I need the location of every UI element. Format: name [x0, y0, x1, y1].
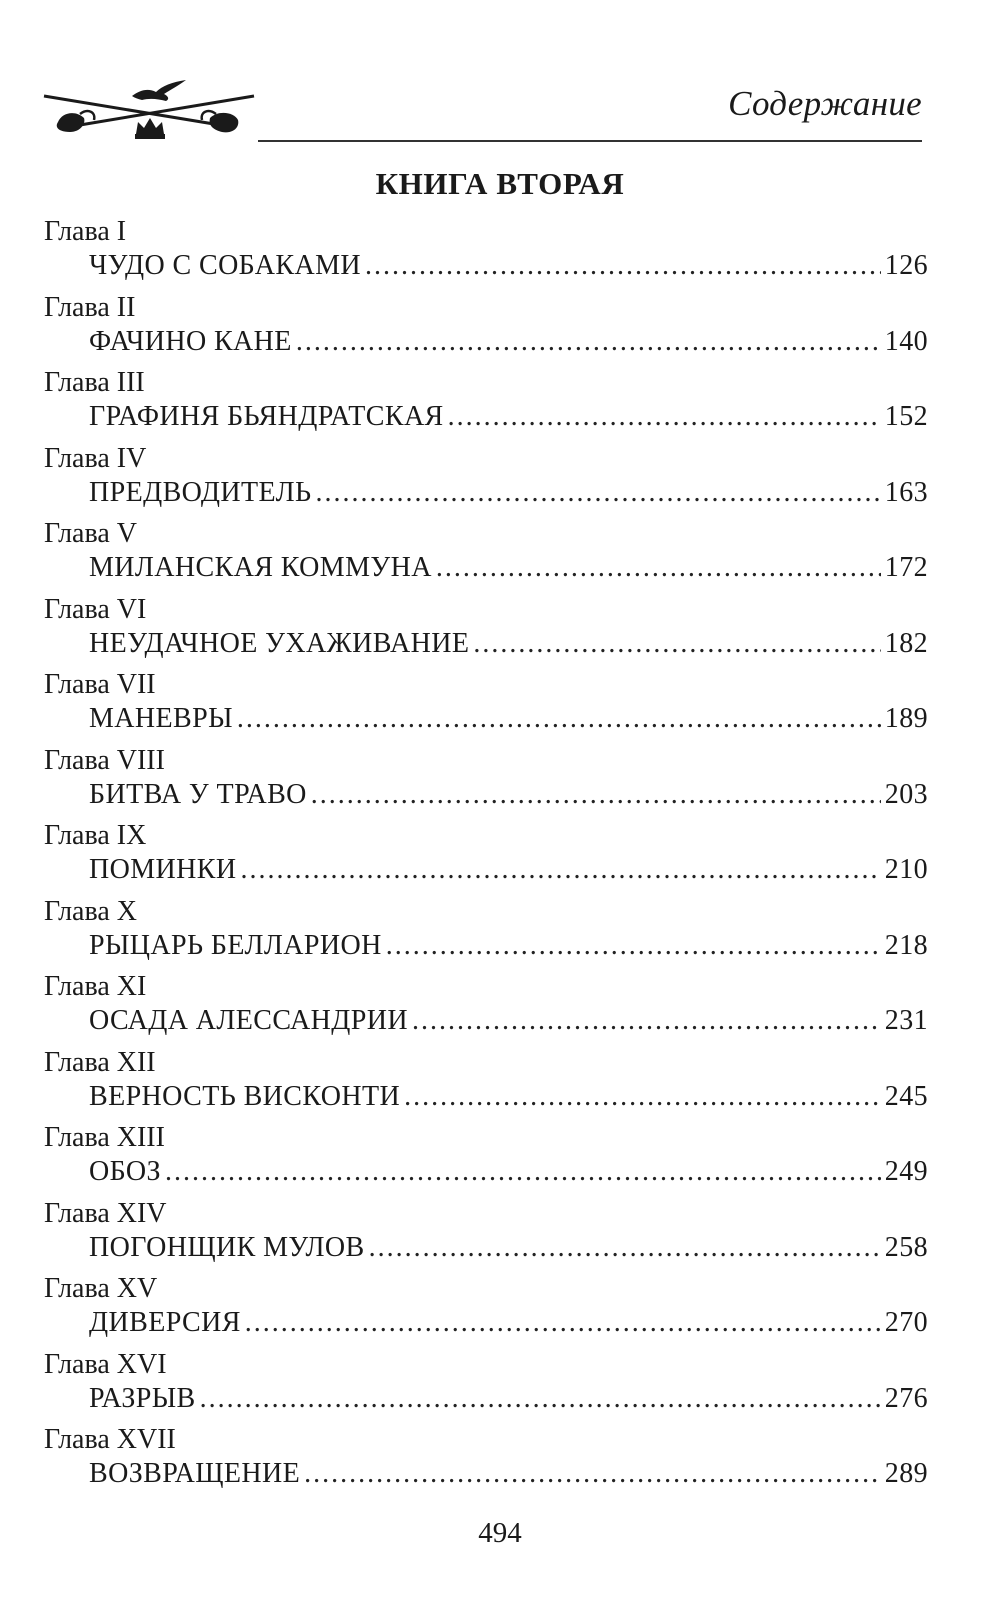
- chapter-line: [89, 1154, 928, 1190]
- chapter-page-number: 126: [884, 250, 928, 281]
- chapter-number: Глава IX: [44, 820, 147, 851]
- chapter-number: Глава III: [44, 367, 145, 398]
- chapter-page-number: 189: [884, 703, 928, 734]
- dot-leader: [296, 324, 881, 360]
- dot-leader: [386, 928, 881, 964]
- chapter-line: [89, 475, 928, 511]
- chapter-number: Глава X: [44, 895, 137, 927]
- chapter-title: ОСАДА АЛЕССАНДРИИ: [89, 1005, 409, 1036]
- dot-leader: [165, 1154, 881, 1190]
- chapter-line: [89, 1003, 928, 1039]
- chapter-title: ОБОЗ: [89, 1156, 161, 1187]
- toc-entry: [44, 593, 928, 669]
- chapter-line: [89, 399, 928, 435]
- page-number: 494: [478, 1517, 522, 1549]
- chapter-page-number: 276: [884, 1382, 928, 1414]
- chapter-line: [89, 852, 928, 888]
- dot-leader: [304, 1456, 881, 1492]
- toc-entry: [44, 744, 928, 820]
- crossed-swords-ornament-icon: [40, 74, 260, 146]
- chapter-page-number: 210: [884, 854, 928, 885]
- toc-entry: [44, 1272, 928, 1348]
- chapter-title: ПРЕДВОДИТЕЛЬ: [89, 476, 312, 508]
- chapter-line: [89, 1456, 928, 1492]
- chapter-page-number: 172: [884, 552, 928, 583]
- chapter-page-number: 289: [884, 1458, 928, 1489]
- chapter-number: Глава XVI: [44, 1348, 167, 1380]
- chapter-number: Глава XVII: [44, 1424, 176, 1455]
- chapter-page-number: 245: [884, 1080, 928, 1112]
- chapter-line: [89, 248, 928, 284]
- dot-leader: [316, 475, 881, 511]
- chapter-page-number: 152: [884, 401, 928, 432]
- chapter-line: [89, 1305, 928, 1341]
- chapter-line: [89, 777, 928, 813]
- chapter-title: МАНЕВРЫ: [89, 703, 233, 734]
- chapter-title: ДИВЕРСИЯ: [89, 1307, 241, 1338]
- toc-entry: [44, 1423, 928, 1499]
- chapter-title: РЫЦАРЬ БЕЛЛАРИОН: [89, 929, 382, 961]
- chapter-title: БИТВА У ТРАВО: [89, 778, 307, 810]
- toc-entry: [44, 970, 928, 1046]
- chapter-number: Глава II: [44, 291, 136, 323]
- toc-entry: [44, 517, 928, 593]
- chapter-number: Глава XII: [44, 1046, 156, 1078]
- chapter-page-number: 163: [884, 476, 928, 508]
- chapter-title: МИЛАНСКАЯ КОММУНА: [89, 552, 432, 583]
- dot-leader: [369, 1230, 881, 1266]
- chapter-title: ВОЗВРАЩЕНИЕ: [89, 1458, 301, 1489]
- toc-entry: [44, 1121, 928, 1197]
- chapter-line: [89, 324, 928, 360]
- chapter-line: [89, 701, 928, 737]
- header-divider: [258, 140, 922, 142]
- chapter-title: ПОМИНКИ: [89, 854, 237, 885]
- toc-entry: [44, 291, 928, 367]
- chapter-page-number: 249: [884, 1156, 928, 1187]
- chapter-page-number: 182: [884, 627, 928, 659]
- dot-leader: [412, 1003, 881, 1039]
- chapter-line: [89, 928, 928, 964]
- chapter-number: Глава I: [44, 216, 127, 247]
- chapter-page-number: 140: [884, 325, 928, 357]
- page-header: [0, 0, 1000, 160]
- chapter-line: [89, 626, 928, 662]
- toc-entry: [44, 1046, 928, 1122]
- toc-entry: [44, 819, 928, 895]
- dot-leader: [436, 550, 881, 586]
- dot-leader: [240, 852, 880, 888]
- chapter-title: ВЕРНОСТЬ ВИСКОНТИ: [89, 1080, 401, 1112]
- chapter-line: [89, 550, 928, 586]
- dot-leader: [237, 701, 881, 737]
- chapter-title: ЧУДО С СОБАКАМИ: [89, 250, 362, 281]
- chapter-number: Глава VIII: [44, 744, 165, 776]
- chapter-title: НЕУДАЧНОЕ УХАЖИВАНИЕ: [89, 627, 470, 659]
- dot-leader: [404, 1079, 881, 1115]
- chapter-page-number: 270: [884, 1307, 928, 1338]
- dot-leader: [365, 248, 881, 284]
- toc-entry: [44, 366, 928, 442]
- table-of-contents: [44, 215, 928, 1499]
- chapter-number: Глава IV: [44, 442, 147, 474]
- chapter-number: Глава XV: [44, 1273, 158, 1304]
- section-title: Содержание: [728, 84, 922, 123]
- chapter-number: Глава XI: [44, 971, 147, 1002]
- toc-entry: [44, 895, 928, 971]
- chapter-title: РАЗРЫВ: [89, 1382, 196, 1414]
- toc-entry: [44, 668, 928, 744]
- dot-leader: [245, 1305, 881, 1341]
- chapter-number: Глава XIV: [44, 1197, 167, 1229]
- toc-entry: [44, 442, 928, 518]
- toc-entry: [44, 1348, 928, 1424]
- chapter-title: ГРАФИНЯ БЬЯНДРАТСКАЯ: [89, 401, 444, 432]
- chapter-number: Глава VII: [44, 669, 156, 700]
- dot-leader: [311, 777, 881, 813]
- chapter-line: [89, 1230, 928, 1266]
- book-title: КНИГА ВТОРАЯ: [375, 166, 625, 201]
- chapter-number: Глава VI: [44, 593, 147, 625]
- chapter-page-number: 258: [884, 1231, 928, 1263]
- chapter-page-number: 203: [884, 778, 928, 810]
- chapter-page-number: 231: [884, 1005, 928, 1036]
- dot-leader: [448, 399, 881, 435]
- chapter-line: [89, 1079, 928, 1115]
- toc-entry: [44, 215, 928, 291]
- dot-leader: [473, 626, 880, 662]
- chapter-title: ПОГОНЩИК МУЛОВ: [89, 1231, 365, 1263]
- chapter-title: ФАЧИНО КАНЕ: [89, 325, 292, 357]
- toc-entry: [44, 1197, 928, 1273]
- dot-leader: [200, 1381, 881, 1417]
- chapter-number: Глава V: [44, 518, 137, 549]
- chapter-number: Глава XIII: [44, 1122, 165, 1153]
- chapter-page-number: 218: [884, 929, 928, 961]
- chapter-line: [89, 1381, 928, 1417]
